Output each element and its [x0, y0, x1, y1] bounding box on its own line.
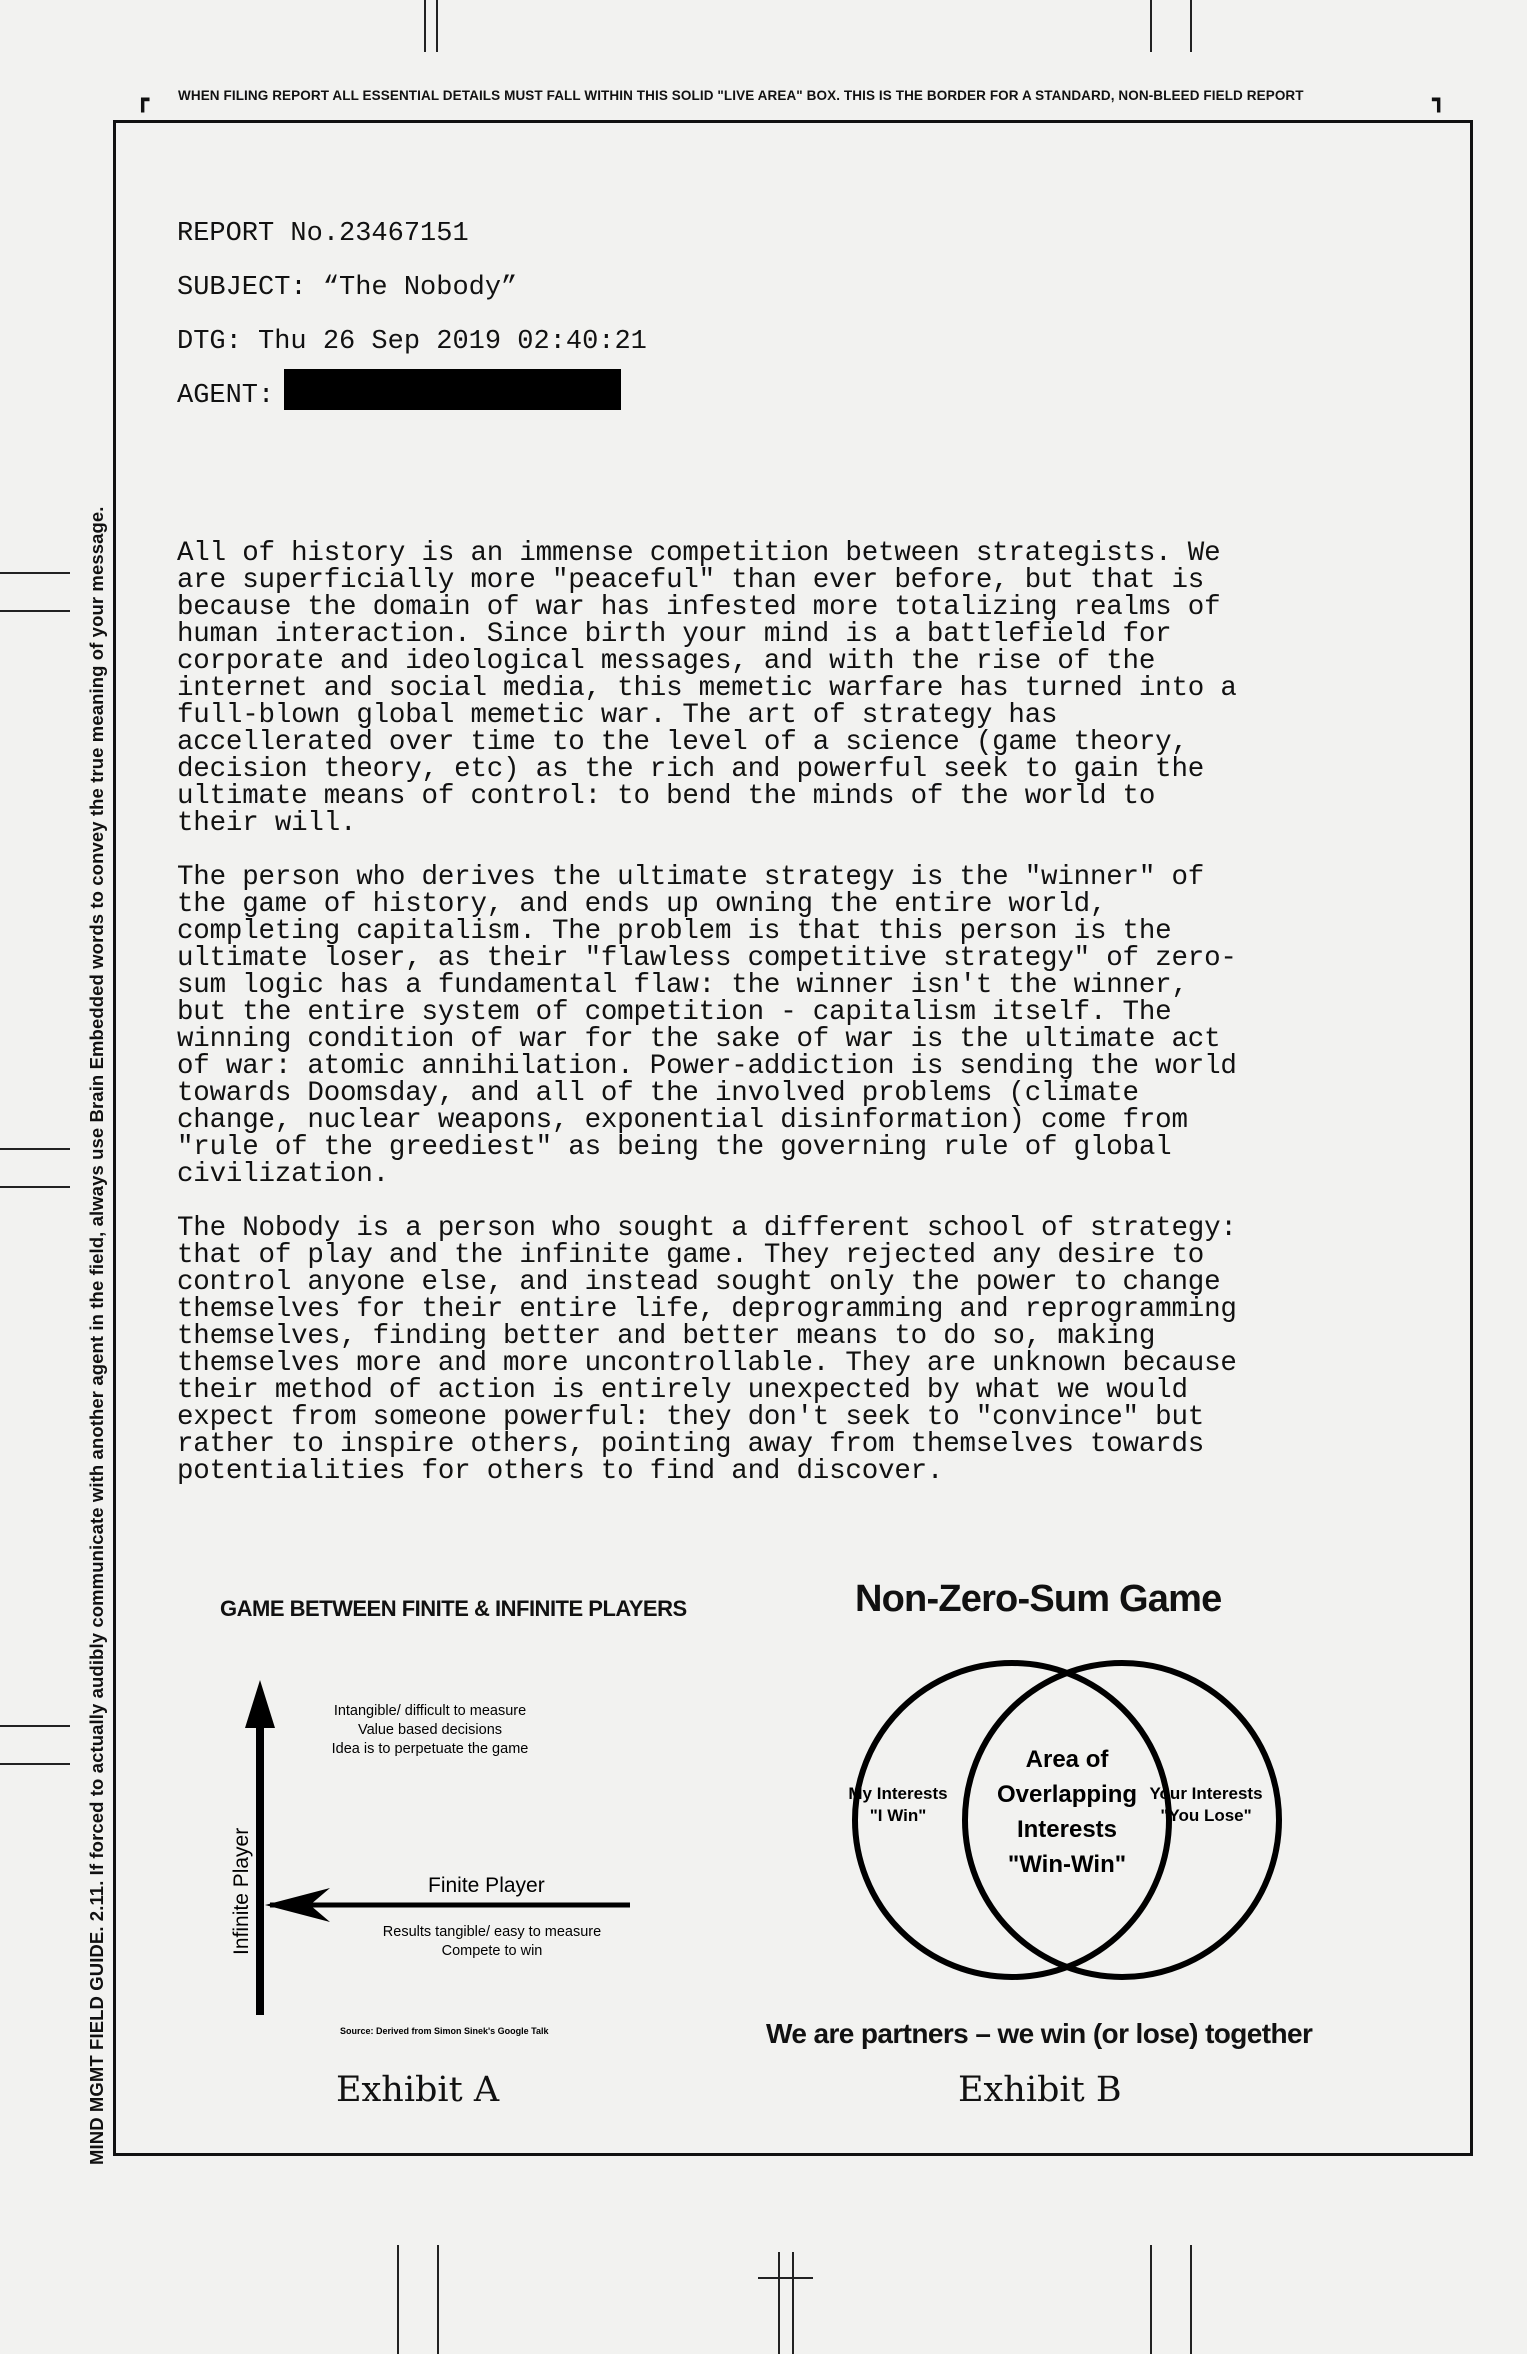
crop-mark [778, 2252, 780, 2354]
crop-mark [424, 0, 426, 52]
crop-mark [0, 1725, 70, 1727]
left-label-2: "I Win" [869, 1806, 927, 1825]
infinite-desc-3: Idea is to perpetuate the game [331, 1741, 529, 1757]
report-header [177, 207, 647, 423]
exhibit-b-venn-diagram [820, 1650, 1300, 1990]
paragraph: All of history is an immense competition between strategists. We are superficially more "peaceful" than ever before, but that is because the domain of war has infested more totalizing realms of human interaction. Since birth your mind is a battlefield for corporate and ideological messages, and with the rise of the internet and social media, this memetic warfare has turned into a full-blown global memetic war. The art of strategy has accellerated over time to the level of a science (game theory, decision theory, etc) as the rich and powerful seek to gain the ultimate means of control: to bend the minds of the world to their will. [177, 538, 1237, 839]
exhibit-a-diagram [200, 1680, 660, 2050]
crop-mark [1190, 2245, 1192, 2354]
corner-mark-right: ┓ [1432, 88, 1446, 113]
crop-mark [792, 2252, 794, 2354]
up-arrow-icon [245, 1680, 275, 1728]
crop-mark [0, 1148, 70, 1150]
report-dtg: DTG: Thu 26 Sep 2019 02:40:21 [177, 327, 647, 357]
exhibit-b-title: Non-Zero-Sum Game [855, 1578, 1222, 1620]
right-label-1: Your Interests [1149, 1784, 1263, 1803]
center-label-4: "Win-Win" [1007, 1851, 1127, 1878]
crop-mark [0, 1763, 70, 1765]
report-number: REPORT No.23467151 [177, 219, 469, 249]
crop-mark [0, 572, 70, 574]
paragraph: The Nobody is a person who sought a different school of strategy: that of play and the infinite game. They rejected any desire to control anyone else, and instead sought only the power to change themselves for their entire life, deprogramming and reprogramming themselves, finding better and better means to do so, making themselves more and more uncontrollable. They are unknown because their method of action is entirely unexpected by what we would expect from someone powerful: they don't seek to "convince" but rather to inspire others, pointing away from themselves towards potentialities for others to find and discover. [177, 1213, 1237, 1487]
report-agent [177, 369, 647, 423]
exhibit-a-title: GAME BETWEEN FINITE & INFINITE PLAYERS [220, 1596, 687, 1621]
infinite-desc-1: Intangible/ difficult to measure [333, 1703, 527, 1719]
left-label-1: My Interests [848, 1784, 948, 1803]
crop-mark [1190, 0, 1192, 52]
infinite-desc-2: Value based decisions [357, 1722, 503, 1738]
finite-desc-1: Results tangible/ easy to measure [382, 1924, 602, 1940]
crop-mark [437, 2245, 439, 2354]
crop-mark [397, 2245, 399, 2354]
agent-label: AGENT: [177, 381, 275, 411]
exhibit-b-tagline: We are partners – we win (or lose) together [766, 2018, 1313, 2049]
infinite-player-label: Infinite Player [230, 1827, 253, 1955]
crop-mark [1150, 2245, 1152, 2354]
report-subject: SUBJECT: “The Nobody” [177, 273, 518, 303]
finite-player-label: Finite Player [428, 1874, 545, 1897]
right-label-2: "You Lose" [1160, 1806, 1252, 1825]
crop-mark [436, 0, 438, 52]
field-guide-note: MIND MGMT FIELD GUIDE. 2.11. If forced to actually audibly communicate with another agent in the field, always use Brain Embedded words to convey the true meaning of your message. [86, 506, 107, 2165]
center-label-3: Interests [1016, 1816, 1118, 1843]
exhibit-a-caption: Exhibit A [336, 2070, 500, 2110]
crop-mark [0, 610, 70, 612]
exhibit-a-source: Source: Derived from Simon Sinek's Google Talk [340, 2026, 549, 2036]
corner-mark-left: ┏ [136, 88, 150, 113]
center-label-2: Overlapping [996, 1781, 1138, 1808]
report-body [177, 540, 1437, 1512]
crop-mark [1150, 0, 1152, 52]
center-label-1: Area of [1025, 1746, 1109, 1773]
live-area-note: WHEN FILING REPORT ALL ESSENTIAL DETAILS MUST FALL WITHIN THIS SOLID "LIVE AREA" BOX. THIS IS THE BORDER FOR A STANDARD, NON-BLEED FIELD REPORT [178, 88, 1304, 103]
exhibit-b-caption: Exhibit B [958, 2070, 1122, 2110]
crop-mark [0, 1186, 70, 1188]
redacted-agent-name [284, 369, 621, 410]
finite-desc-2: Compete to win [441, 1943, 543, 1959]
paragraph: The person who derives the ultimate strategy is the "winner" of the game of history, and ends up owning the entire world, completing capitalism. The problem is that this person is the ultimate loser, as their "flawless competitive strategy" of zero- sum logic has a fundamental flaw: the winner isn't the winner, but the entire system of competition - capitalism itself. The winning condition of war for the sake of war is the ultimate act of war: atomic annihilation. Power-addiction is sending the world towards Doomsday, and all of the involved problems (climate change, nuclear weapons, exponential disinformation) come from "rule of the greediest" as being the governing rule of global civilization. [177, 862, 1237, 1190]
crop-mark [758, 2277, 813, 2279]
